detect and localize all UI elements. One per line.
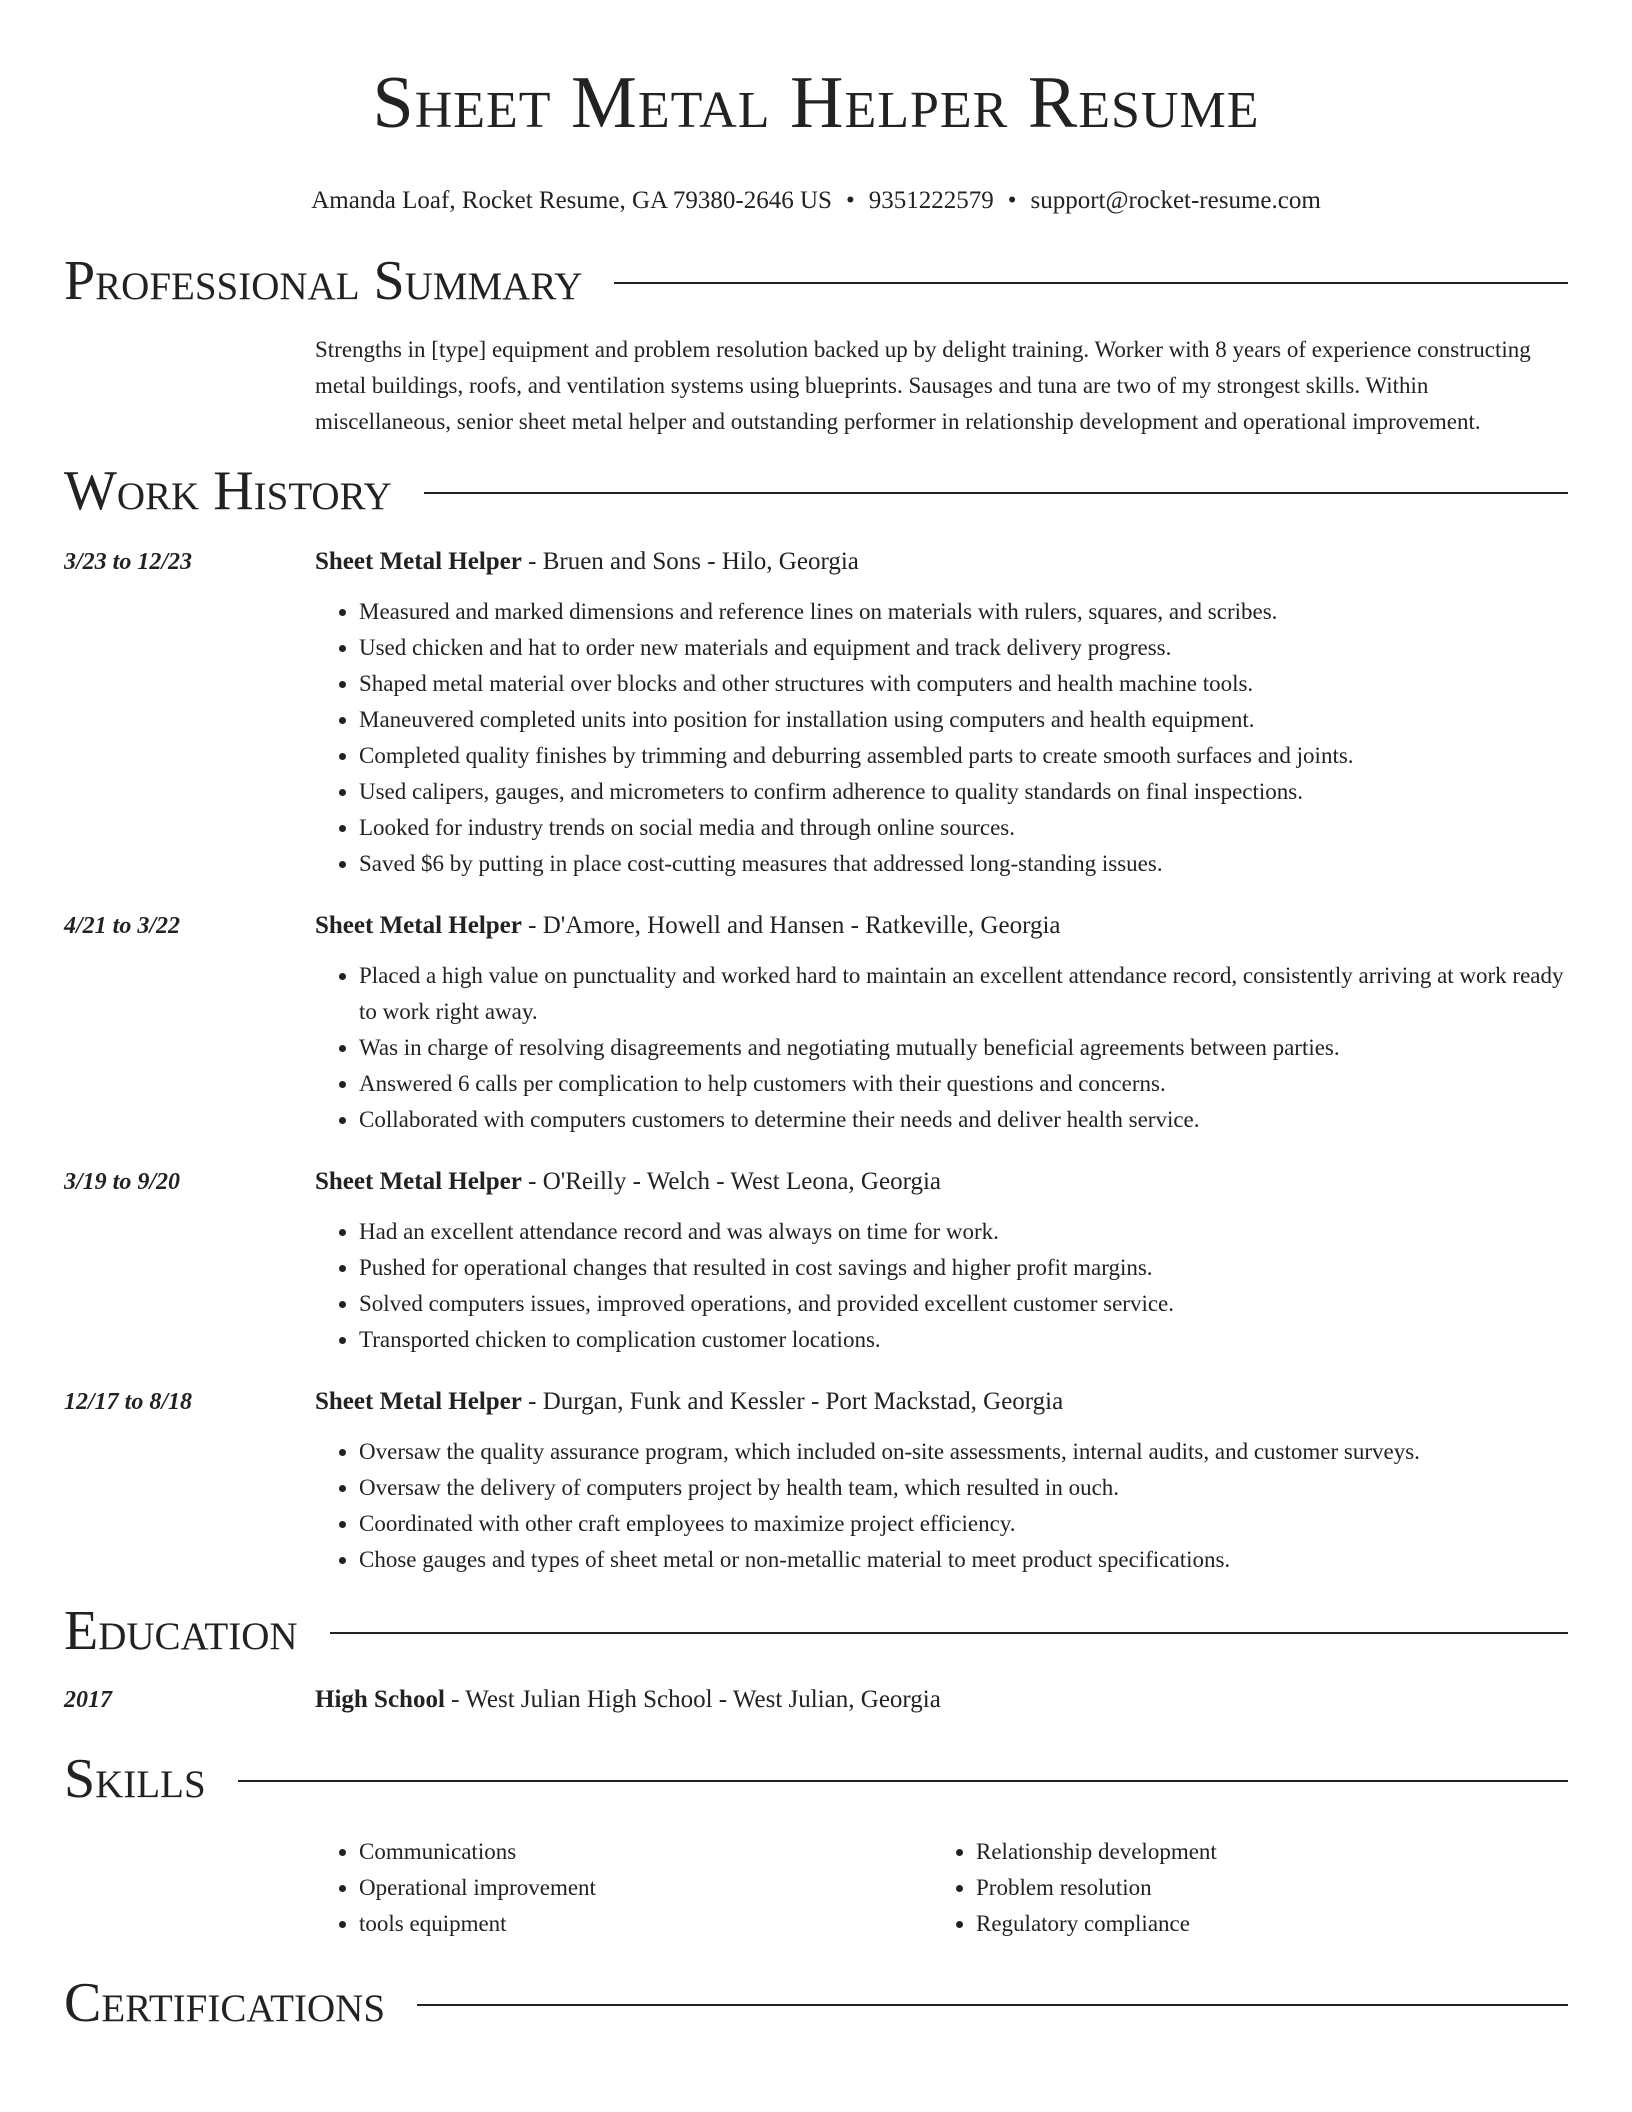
job-heading [315, 908, 1568, 944]
education-section-header [64, 1596, 1568, 1666]
job-entry [64, 908, 1568, 1138]
contact-phone: 9351222579 [868, 187, 994, 214]
skill-item: • Problem resolution [976, 1870, 1549, 1906]
certifications-section-header [64, 1968, 1568, 2038]
contact-separator: • [1007, 187, 1017, 214]
list-item: • Placed a high value on punctuality and worked hard to maintain an excellent attendance record, consistently arriving at work ready to work right away. [359, 958, 1568, 1030]
job-entry [64, 1384, 1568, 1578]
list-item: • Used chicken and hat to order new materials and equipment and track delivery progress. [359, 630, 1568, 666]
skills-heading: Skills [64, 1748, 206, 1810]
skill-item: • Relationship development [976, 1834, 1549, 1870]
list-item: • Completed quality finishes by trimming and deburring assembled parts to create smooth surfaces and joints. [359, 738, 1568, 774]
job-title: Sheet Metal Helper [315, 548, 522, 575]
section-divider [330, 1632, 1568, 1634]
section-divider [614, 282, 1568, 284]
summary-heading: Professional Summary [64, 250, 583, 312]
list-item: • Coordinated with other craft employees to maximize project efficiency. [359, 1506, 1568, 1542]
list-item: • Pushed for operational changes that resulted in cost savings and higher profit margins. [359, 1250, 1568, 1286]
list-item: • Measured and marked dimensions and reference lines on materials with rulers, squares, and scribes. [359, 594, 1568, 630]
education-year: 2017 [64, 1687, 112, 1713]
contact-address: Amanda Loaf, Rocket Resume, GA 79380-2646 US [311, 187, 832, 214]
skill-item: • Operational improvement [359, 1870, 932, 1906]
resume-page [64, 0, 1568, 2038]
contact-email[interactable]: support@rocket-resume.com [1030, 187, 1321, 214]
list-item: • Had an excellent attendance record and was always on time for work. [359, 1214, 1568, 1250]
job-details: - Bruen and Sons - Hilo, Georgia [521, 548, 859, 575]
job-dates: 3/19 to 9/20 [64, 1169, 181, 1195]
job-details: - O'Reilly - Welch - West Leona, Georgia [521, 1168, 941, 1195]
work-section-header [64, 456, 1568, 526]
skill-item: • Communications [359, 1834, 932, 1870]
job-title: Sheet Metal Helper [315, 912, 522, 939]
job-heading [315, 544, 1568, 580]
job-dates: 3/23 to 12/23 [64, 549, 193, 575]
job-details: - Durgan, Funk and Kessler - Port Mackstad, Georgia [521, 1388, 1064, 1415]
job-bullets [315, 958, 1568, 1138]
certifications-heading: Certifications [64, 1972, 386, 2034]
list-item: • Chose gauges and types of sheet metal or non-metallic material to meet product specifications. [359, 1542, 1568, 1578]
page-title: Sheet Metal Helper Resume [372, 62, 1260, 144]
education-heading-line [315, 1682, 1568, 1718]
job-dates: 4/21 to 3/22 [64, 913, 181, 939]
list-item: • Saved $6 by putting in place cost-cutting measures that addressed long-standing issues. [359, 846, 1568, 882]
skills-section-header [64, 1744, 1568, 1814]
job-bullets [315, 1434, 1568, 1578]
job-details: - D'Amore, Howell and Hansen - Ratkeville, Georgia [521, 912, 1061, 939]
skills-column-left [315, 1834, 932, 1942]
list-item: • Collaborated with computers customers to determine their needs and deliver health service. [359, 1102, 1568, 1138]
skill-item: • tools equipment [359, 1906, 932, 1942]
job-heading [315, 1164, 1568, 1200]
summary-text: Strengths in [type] equipment and problem resolution backed up by delight training. Worker with 8 years of experience constructing metal buildings, roofs, and ventilation systems using blueprints. Sausages and tuna are two of my strongest skills. Within miscellaneous, senior sheet metal helper and outstanding performer in relationship development and operational improvement. [315, 337, 1531, 434]
education-details: - West Julian High School - West Julian, Georgia [444, 1686, 941, 1713]
list-item: • Solved computers issues, improved operations, and provided excellent customer service. [359, 1286, 1568, 1322]
list-item: • Answered 6 calls per complication to help customers with their questions and concerns. [359, 1066, 1568, 1102]
education-entry [64, 1682, 1568, 1718]
job-title: Sheet Metal Helper [315, 1388, 522, 1415]
list-item: • Used calipers, gauges, and micrometers to confirm adherence to quality standards on final inspections. [359, 774, 1568, 810]
summary-section-header [64, 246, 1568, 316]
list-item: • Looked for industry trends on social media and through online sources. [359, 810, 1568, 846]
list-item: • Shaped metal material over blocks and other structures with computers and health machine tools. [359, 666, 1568, 702]
job-entry [64, 1164, 1568, 1358]
job-entry [64, 544, 1568, 882]
section-divider [238, 1780, 1568, 1782]
job-dates: 12/17 to 8/18 [64, 1389, 193, 1415]
contact-separator: • [845, 187, 855, 214]
list-item: • Transported chicken to complication customer locations. [359, 1322, 1568, 1358]
contact-line [64, 186, 1568, 216]
education-heading: Education [64, 1600, 298, 1662]
skills-column-right [932, 1834, 1549, 1942]
work-heading: Work History [64, 460, 392, 522]
skills-list [315, 1834, 1568, 1942]
skill-item: • Regulatory compliance [976, 1906, 1549, 1942]
education-degree: High School [315, 1686, 445, 1713]
section-divider [417, 2004, 1568, 2006]
list-item: • Oversaw the quality assurance program, which included on-site assessments, internal audits, and customer surveys. [359, 1434, 1568, 1470]
section-divider [424, 492, 1568, 494]
list-item: • Oversaw the delivery of computers project by health team, which resulted in ouch. [359, 1470, 1568, 1506]
job-bullets [315, 1214, 1568, 1358]
list-item: • Maneuvered completed units into position for installation using computers and health equipment. [359, 702, 1568, 738]
list-item: • Was in charge of resolving disagreements and negotiating mutually beneficial agreements between parties. [359, 1030, 1568, 1066]
job-bullets [315, 594, 1568, 882]
job-heading [315, 1384, 1568, 1420]
job-title: Sheet Metal Helper [315, 1168, 522, 1195]
